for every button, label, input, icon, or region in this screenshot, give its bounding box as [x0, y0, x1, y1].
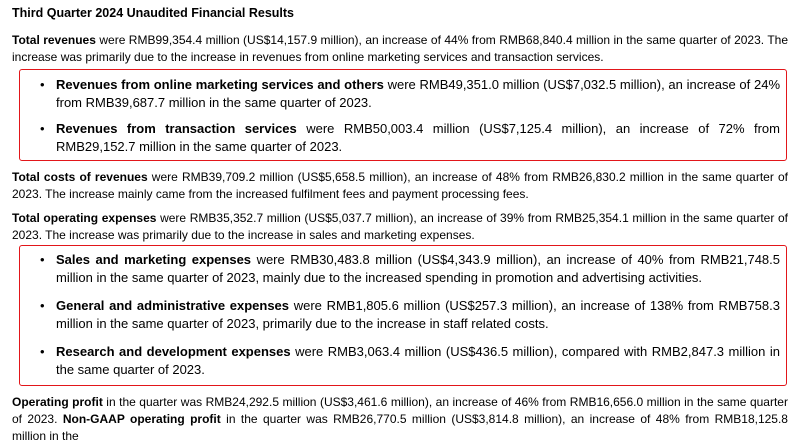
list-item — [40, 120, 780, 156]
non-gaap-operating-profit-label: Non-GAAP operating profit — [62, 412, 221, 426]
bullet-icon: • — [40, 121, 45, 136]
total-opex-paragraph — [12, 210, 788, 244]
operating-profit-label: Operating profit — [12, 395, 103, 409]
bullet-icon: • — [40, 344, 45, 359]
bullet-label: Research and development expenses — [56, 344, 291, 359]
bullet-label: General and administrative expenses — [56, 298, 290, 313]
bullet-icon: • — [40, 77, 45, 92]
bullet-icon: • — [40, 252, 45, 267]
section-heading: Third Quarter 2024 Unaudited Financial Results — [12, 6, 295, 20]
total-costs-text: were RMB39,709.2 million (US$5,658.5 million), an increase of 48% from RMB26,830.2 million in the same quarter of 2023. The increase mainly came from the increased fulfilment fees and payment processing fees. — [12, 170, 789, 201]
expense-highlight-box — [19, 245, 787, 386]
total-revenues-paragraph — [12, 32, 788, 66]
bullet-text: were RMB3,063.4 million (US$436.5 million), compared with RMB2,847.3 million in the same quarter of 2023. — [56, 344, 780, 377]
total-costs-paragraph — [12, 169, 788, 203]
bullet-text: were RMB30,483.8 million (US$4,343.9 million), an increase of 40% from RMB21,748.5 million in the same quarter of 2023, mainly due to the increased spending in promotion and advertising activities. — [56, 252, 781, 285]
list-item — [40, 343, 780, 379]
bullet-icon: • — [40, 298, 45, 313]
bullet-text: were RMB49,351.0 million (US$7,032.5 million), an increase of 24% from RMB39,687.7 million in the same quarter of 2023. — [56, 77, 781, 110]
bullet-text: were RMB50,003.4 million (US$7,125.4 million), an increase of 72% from RMB29,152.7 million in the same quarter of 2023. — [56, 121, 780, 154]
non-gaap-operating-profit-text: in the quarter was RMB26,770.5 million (US$3,814.8 million), an increase of 48% from RMB18,125.8 million in the — [12, 412, 788, 443]
total-revenues-label: Total revenues — [12, 33, 96, 47]
bullet-text: were RMB1,805.6 million (US$257.3 million), an increase of 138% from RMB758.3 million in the same quarter of 2023, primarily due to the increase in staff related costs. — [56, 298, 780, 331]
total-costs-label: Total costs of revenues — [12, 170, 148, 184]
operating-profit-paragraph — [12, 394, 788, 445]
total-revenues-text: were RMB99,354.4 million (US$14,157.9 million), an increase of 44% from RMB68,840.4 million in the same quarter of 2023. The increase was primarily due to the increase in revenues from online marketing services and transaction services. — [12, 33, 788, 64]
list-item — [40, 297, 780, 333]
revenue-highlight-box — [19, 69, 787, 161]
total-opex-label: Total operating expenses — [12, 211, 157, 225]
total-opex-text: were RMB35,352.7 million (US$5,037.7 million), an increase of 39% from RMB25,354.1 million in the same quarter of 2023. The increase was primarily due to the increase in sales and marketing expenses. — [12, 211, 789, 242]
list-item — [40, 76, 780, 112]
operating-profit-text: in the quarter was RMB24,292.5 million (US$3,461.6 million), an increase of 46% from RMB16,656.0 million in the same quarter of 2023. — [12, 395, 788, 426]
bullet-label: Revenues from transaction services — [56, 121, 297, 136]
bullet-label: Revenues from online marketing services and others — [56, 77, 384, 92]
bullet-label: Sales and marketing expenses — [56, 252, 252, 267]
list-item — [40, 251, 780, 287]
